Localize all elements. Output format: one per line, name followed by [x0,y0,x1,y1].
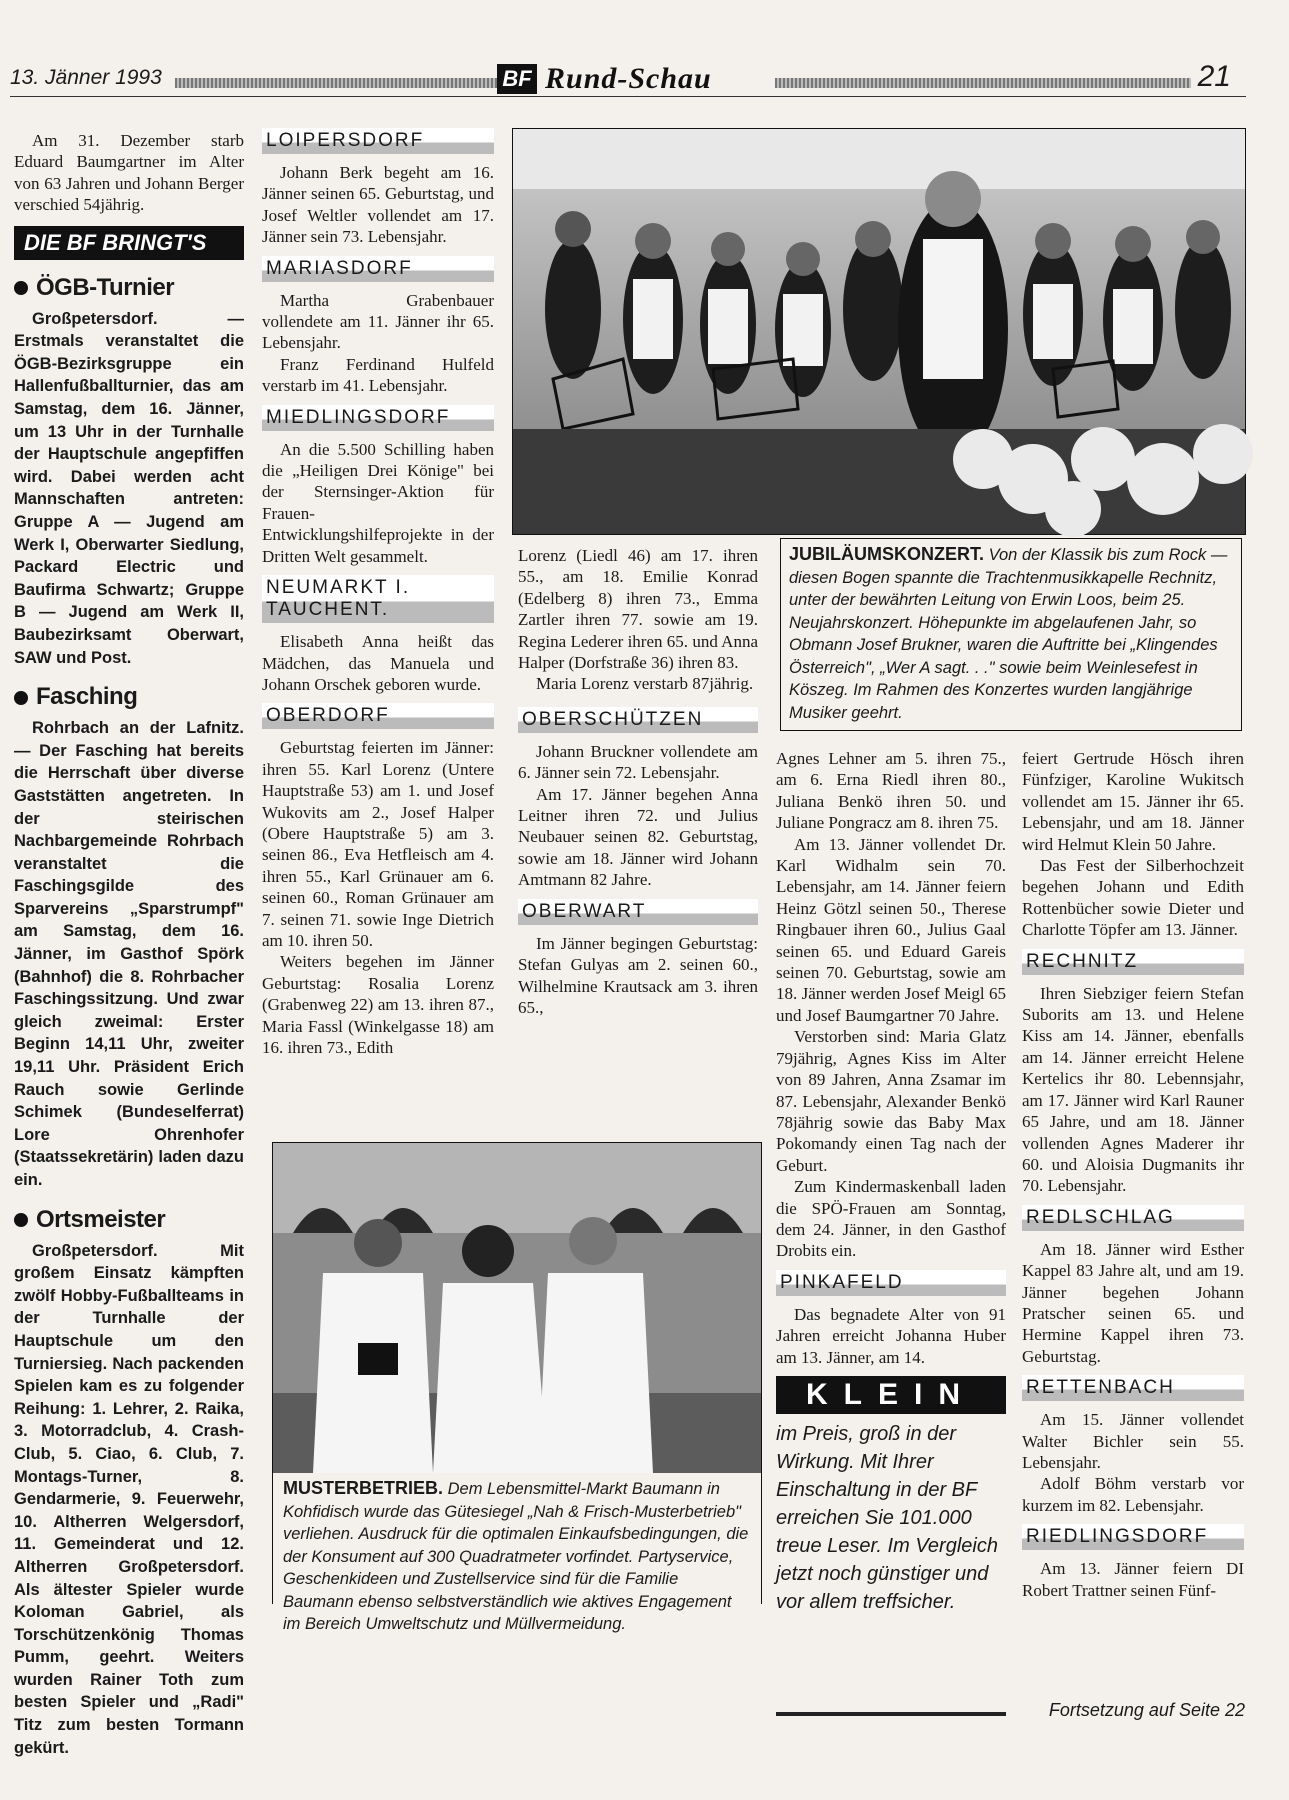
rechnitz-text: Ihren Siebziger feiern Stefan Suborits am 13. und Helene Kiss am 14. Jänner, ebenfalls am 14. Jänner erreicht Helene Kertelics ihr 80. Lebennsjahr, am 17. Jänner wird Karl Rauner 65 Jahre, und am 18. Jänner vollenden Agnes Maderer ihr 60. und Aloisia Dugmanits ihr 70. Lebensjahr. [1022,983,1244,1196]
headline-fasching: Fasching [14,683,244,711]
neumarkt-text: Elisabeth Anna heißt das Mädchen, das Manuela und Johann Orschek geboren wurde. [262,632,494,694]
concert-caption-box [780,538,1242,731]
section-pinkafeld: PINKAFELD [776,1270,1006,1296]
section-redlschlag: REDLSCHLAG [1022,1205,1244,1231]
oberschuetzen-text-1: Johann Bruckner vollendete am 6. Jänner sein 72. Lebensjahr. [518,741,758,783]
page-header [10,62,1246,98]
klein-ad-banner: KLEIN [776,1376,1006,1414]
section-oberschuetzen: OBERSCHÜTZEN [518,707,758,733]
musterbetrieb-caption [283,1477,751,1636]
riedlingsdorf-text: Am 13. Jänner feiern DI Robert Trattner seinen Fünf- [1022,1559,1244,1600]
section-rechnitz: RECHNITZ [1022,949,1244,975]
section-oberdorf: OBERDORF [262,703,494,729]
col3-text-2: Maria Lorenz verstarb 87jährig. [536,674,754,694]
column-5 [1022,748,1244,1601]
musterbetrieb-caption-text: Dem Lebensmittel-Markt Baumann in Kohfidisch wurde das Gütesiegel „Nah & Frisch-Musterbetrieb" verliehen. Ausdruck für die optimalen Einkaufsbedingungen, die der Konsument auf 300 Quadratmeter vorfindet. Partyservice, Geschenkideen und Zustellservice sind für die Familie Baumann ebenso selbstverständlich wie aktives Engagement im Bereich Umweltschutz und Müllvermeidung. [283,1480,749,1633]
section-mariasdorf: MARIASDORF [262,256,494,282]
mariasdorf-text-2: Franz Ferdinand Hulfeld verstarb im 41. Lebensjahr. [262,354,494,396]
continuation-note: Fortsetzung auf Seite 22 [1048,1700,1245,1720]
bullet-icon [14,281,28,295]
oegb-turnier-text: Großpetersdorf. — Erstmals veranstaltet die ÖGB-Bezirksgruppe ein Hallenfußballturnier, das am Samstag, dem 16. Jänner, um 13 Uhr in der Turnhalle der Hauptschule angepfiffen wird. Dabei werden acht Mannschaften antreten: Gruppe A — Jugend am Werk I, Oberwarter Siedlung, Packard Electric und Baufirma Schwartz; Gruppe B — Jugend am Werk II, Baubezirksamt Oberwart, SAW und Post. [14,309,244,667]
concert-caption-text: Von der Klassik bis zum Rock — diesen Bogen spannte die Trachtenmusikkapelle Rechnitz, unter der bewährten Leitung von Erwin Loos, beim 25. Neujahrskonzert. Höhepunkte im abgelaufenen Jahr, so Obmann Josef Brukner, waren die Auftritte bei „Klingendes Österreich", „Wer A sagt. . ." sowie beim Weinlesefest in Köszeg. Im Rahmen des Konzertes wurden langjährige Musiker geehrt. [789,546,1228,722]
column-2 [262,128,494,1058]
concert-caption-title: JUBILÄUMSKONZERT. [789,544,985,564]
concert-photo-image [513,129,1245,534]
section-oberwart: OBERWART [518,899,758,925]
oberwart-text: Im Jänner begingen Geburtstag: Stefan Gulyas am 2. seinen 60., Wilhelmine Krautsack am 3. ihren 65., [518,933,758,1017]
section-miedlingsdorf: MIEDLINGSDORF [262,405,494,431]
rettenbach-text-1: Am 15. Jänner vollendet Walter Bichler sein 55. Lebensjahr. [1022,1410,1244,1472]
header-rule-left [175,78,516,88]
bf-bringts-banner: DIE BF BRINGT'S [14,226,244,260]
col5-text-1: feiert Gertrude Hösch ihren Fünfziger, Karoline Wukitsch vollendet am 15. Jänner ihr 65. Lebensjahr, und am 18. Jänner wird Helmut Klein 50 Jahre. [1022,749,1244,854]
col3-text-1: Lorenz (Liedl 46) am 17. ihren 55., am 18. Emilie Konrad (Edelberg 8) ihren 73., Emma Zartler ihren 77. sowie am 19. Regina Lederer ihren 65. und Anna Halper (Dorfstraße 36) ihren 83. [518,546,758,673]
issue-date: 13. Jänner 1993 [10,66,162,89]
bf-logo: BF [497,64,537,94]
concert-caption [789,543,1233,724]
column-4 [776,748,1006,1616]
bullet-icon [14,1213,28,1227]
section-title: Rund-Schau [545,62,712,95]
header-rule-right [775,78,1191,88]
page-number: 21 [1197,60,1231,93]
musterbetrieb-photo [272,1142,762,1633]
musterbetrieb-caption-box [273,1473,761,1640]
headline-ortsmeister: Ortsmeister [14,1206,244,1234]
header-underline [10,96,1246,97]
miedlingsdorf-text: An die 5.500 Schilling haben die „Heiligen Drei Könige" bei der Sternsinger-Aktion für Frauen-Entwicklungshilfeprojekte in der Dritten Welt gesammelt. [262,439,494,566]
loipersdorf-text: Johann Berk begeht am 16. Jänner seinen 65. Geburtstag, und Josef Weltler vollendet am 17. Jänner sein 73. Lebensjahr. [262,163,494,247]
fasching-text: Rohrbach an der Lafnitz. — Der Fasching hat bereits die Herrschaft über diverse Gaststätten angetreten. In der steirischen Nachbargemeinde Rohrbach veranstaltet die Faschingsgilde des Sparvereins „Sparstrumpf" am Samstag, dem 16. Jänner, im Gasthof Spörk (Bahnhof) die 8. Rohrbacher Faschingssitzung. Und zwar gleich zweimal: Erster Beginn 14,11 Uhr, zweiter 19,11 Uhr. Präsident Erich Rauch sowie Gerlinde Schimek (Bundeselferrat) Lore Ohrenhofer (Staatssekretärin) laden dazu ein. [14,719,244,1189]
redlschlag-text: Am 18. Jänner wird Esther Kappel 83 Jahre alt, und am 19. Jänner begehen Johann Pratscher seinen 65. und Hermine Kappel ihren 73. Geburtstag. [1022,1239,1244,1366]
bullet-icon [14,691,28,705]
section-neumarkt: NEUMARKT I. TAUCHENT. [262,575,494,623]
musterbetrieb-caption-title: MUSTERBETRIEB. [283,1478,444,1498]
col4-text-3: Verstorben sind: Maria Glatz 79jährig, Agnes Kiss im Alter von 89 Jahren, Anna Zsamar im 87. Lebensjahr, Alexander Benkö 78jährig sowie das Baby Max Pokomandy einen Tag nach der Geburt. [776,1027,1006,1175]
ortsmeister-text: Großpetersdorf. Mit großem Einsatz kämpften zwölf Hobby-Fußballteams in der Turnhalle der Hauptschule um den Turniersieg. Nach packenden Spielen kam es zu folgender Reihung: 1. Lehrer, 2. Raika, 3. Motorradclub, 4. Crash-Club, 5. Ciao, 6. Club, 7. Montags-Turner, 8. Gendarmerie, 9. Feuerwehr, 10. Altherren Welgersdorf, 11. Gemeinderat und 12. Altherren Großpetersdorf. Als ältester Spieler wurde Koloman Gabriel, als Torschützenkönig Thomas Pumm, geehrt. Weiters wurden Rainer Toth zum besten Spieler und „Radi" Titz zum besten Tormann gekürt. [14,1241,244,1757]
concert-photo [512,128,1246,535]
oberschuetzen-text-2: Am 17. Jänner begehen Anna Leitner ihren 72. und Julius Neubauer seinen 82. Geburtstag, sowie am 18. Jänner wird Johann Amtmann 82 Jahre. [518,784,758,890]
section-rettenbach: RETTENBACH [1022,1375,1244,1401]
column-1 [14,130,244,1759]
col5-text-2: Das Fest der Silberhochzeit begehen Johann und Edith Rottenbücher sowie Dieter und Charlotte Töpfer am 13. Jänner. [1022,856,1244,940]
klein-ad-text: im Preis, groß in der Wirkung. Mit Ihrer Einschaltung in der BF erreichen Sie 101.000 treue Leser. Im Vergleich jetzt noch günstiger und vor allem treffsicher. [776,1422,998,1613]
musterbetrieb-photo-image [273,1143,761,1473]
column-3 [518,545,758,1018]
mariasdorf-text-1: Martha Grabenbauer vollendete am 11. Jänner ihr 65. Lebensjahr. [262,290,494,353]
col4-text-4: Zum Kindermaskenball laden die SPÖ-Frauen am Sonntag, dem 24. Jänner, in den Gasthof Drobits ein. [776,1177,1006,1261]
oberdorf-text-1: Geburtstag feierten im Jänner: ihren 55. Karl Lorenz (Untere Hauptstraße 53) am 1. und Josef Wukovits am 2., Josef Halper (Obere Hauptstraße 5) am 3. seinen 86., Eva Hetfleisch am 4. ihren 55., Karl Grünauer am 6. seinen 60., Roman Grünauer am 7. seinen 71. sowie Inge Dietrich am 10. ihren 50. [262,738,494,950]
col4-text-1: Agnes Lehner am 5. ihren 75., am 6. Erna Riedl ihren 80., Juliana Benkö ihren 50. und Juliane Pongracz am 8. ihren 75. [776,749,1006,833]
pinkafeld-text: Das begnadete Alter von 91 Jahren erreicht Johanna Huber am 13. Jänner, am 14. [776,1304,1006,1367]
intro-paragraph: Am 31. Dezember starb Eduard Baumgartner im Alter von 63 Jahren und Johann Berger verschied 54jährig. [14,131,244,215]
col4-text-2: Am 13. Jänner vollendet Dr. Karl Widhalm sein 70. Lebensjahr, am 14. Jänner feiern Heinz Götzl seinen 50., Therese Ringbauer ihren 60., Julius Gaal seinen 65. und Eduard Gareis seinen 70. Geburtstag, sowie am 18. Jänner werden Josef Meigl 65 und Josef Baumgartner 70 Jahre. [776,834,1006,1025]
continuation-rule [776,1712,1006,1716]
section-loipersdorf: LOIPERSDORF [262,128,494,154]
headline-oegb-turnier: ÖGB-Turnier [14,274,244,302]
rettenbach-text-2: Adolf Böhm verstarb vor kurzem im 82. Lebensjahr. [1022,1474,1244,1515]
oberdorf-text-2: Weiters begehen im Jänner Geburtstag: Rosalia Lorenz (Grabenweg 22) am 13. ihren 87., Maria Fassl (Winkelgasse 18) am 16. ihren 73., Edith [262,952,494,1057]
section-riedlingsdorf: RIEDLINGSDORF [1022,1524,1244,1550]
